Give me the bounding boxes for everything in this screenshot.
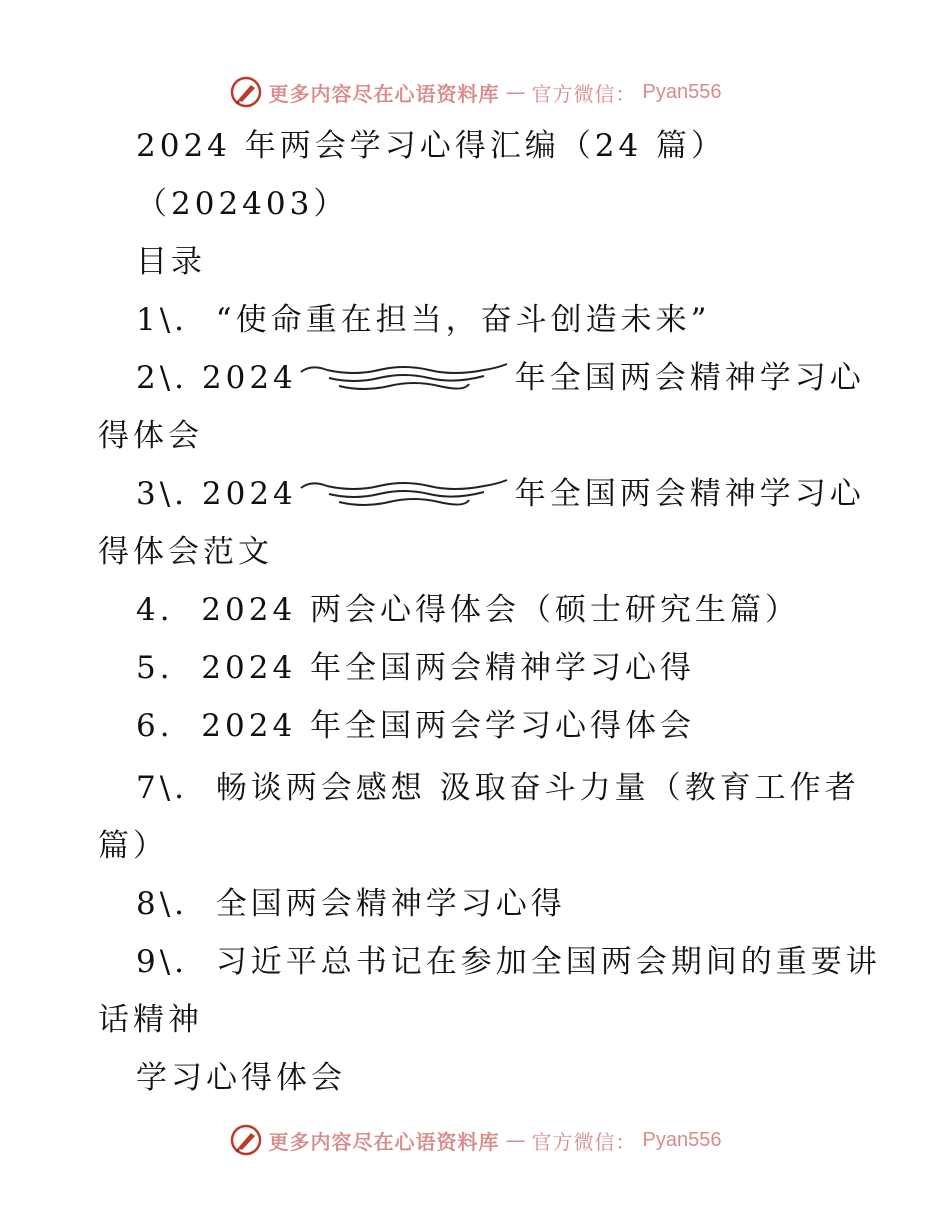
toc-item-number: 7\.: [136, 770, 189, 806]
toc-item-text: 年全国两会精神学习心: [514, 476, 865, 512]
watermark-brand-text: 更多内容尽在心语资料库: [268, 1129, 500, 1154]
squiggle-mark-icon: [299, 358, 509, 398]
toc-item-continuation: 话精神: [98, 1002, 203, 1038]
toc-item: [136, 768, 860, 808]
toc-item-number: 8\.: [136, 886, 189, 922]
watermark-dash: —: [505, 1128, 526, 1152]
toc-item-number: 3\.: [136, 476, 189, 512]
toc-item-continuation: 篇）: [98, 828, 168, 864]
toc-item-number: 9\.: [136, 944, 189, 980]
toc-heading: 目录: [136, 244, 206, 280]
toc-item-number: 2\.: [136, 360, 189, 396]
watermark-account-handle: Pyan556: [642, 1128, 722, 1151]
toc-item: [136, 300, 710, 340]
footer-watermark: [0, 1120, 950, 1160]
watermark-account-handle: Pyan556: [642, 80, 722, 103]
toc-item-text: 年全国两会精神学习心: [514, 360, 865, 396]
header-watermark: [0, 72, 950, 112]
toc-item-text: 畅谈两会感想 汲取奋斗力量（教育工作者: [215, 770, 860, 806]
toc-item-continuation: 得体会: [98, 418, 203, 454]
pen-logo-icon: [229, 75, 263, 109]
watermark-account-label: 官方微信：: [531, 1129, 637, 1154]
document-title: 2024 年两会学习心得汇编（24 篇）: [136, 128, 727, 164]
toc-item-year: 2024: [201, 360, 297, 396]
pen-logo-icon: [229, 1123, 263, 1157]
watermark-brand-text: 更多内容尽在心语资料库: [268, 81, 500, 106]
toc-item-text: “使命重在担当，奋斗创造未来”: [215, 302, 711, 338]
toc-item-text: 全国两会精神学习心得: [215, 886, 566, 922]
toc-item: [136, 706, 695, 746]
toc-item: [136, 474, 865, 514]
toc-item-number: 6.: [136, 708, 174, 744]
squiggle-mark-icon: [299, 474, 509, 514]
toc-item-text: 2024 年全国两会精神学习心得: [201, 650, 696, 686]
toc-item-year: 2024: [201, 476, 297, 512]
toc-item-number: 1\.: [136, 302, 189, 338]
toc-item: [136, 358, 865, 398]
toc-item: [136, 884, 566, 924]
toc-item-continuation: 得体会范文: [98, 534, 273, 570]
watermark-account-label: 官方微信：: [531, 81, 637, 106]
toc-item-continuation: 学习心得体会: [136, 1060, 346, 1096]
toc-item-number: 5.: [136, 650, 174, 686]
document-date: （202403）: [136, 186, 349, 222]
toc-item: [136, 590, 800, 630]
toc-item-number: 4.: [136, 592, 174, 628]
watermark-dash: —: [505, 80, 526, 104]
toc-item-text: 2024 年全国两会学习心得体会: [201, 708, 696, 744]
toc-item: [136, 648, 695, 688]
toc-item-text: 2024 两会心得体会（硕士研究生篇）: [201, 592, 801, 628]
toc-item: [136, 942, 881, 982]
toc-item-text: 习近平总书记在参加全国两会期间的重要讲: [215, 944, 881, 980]
